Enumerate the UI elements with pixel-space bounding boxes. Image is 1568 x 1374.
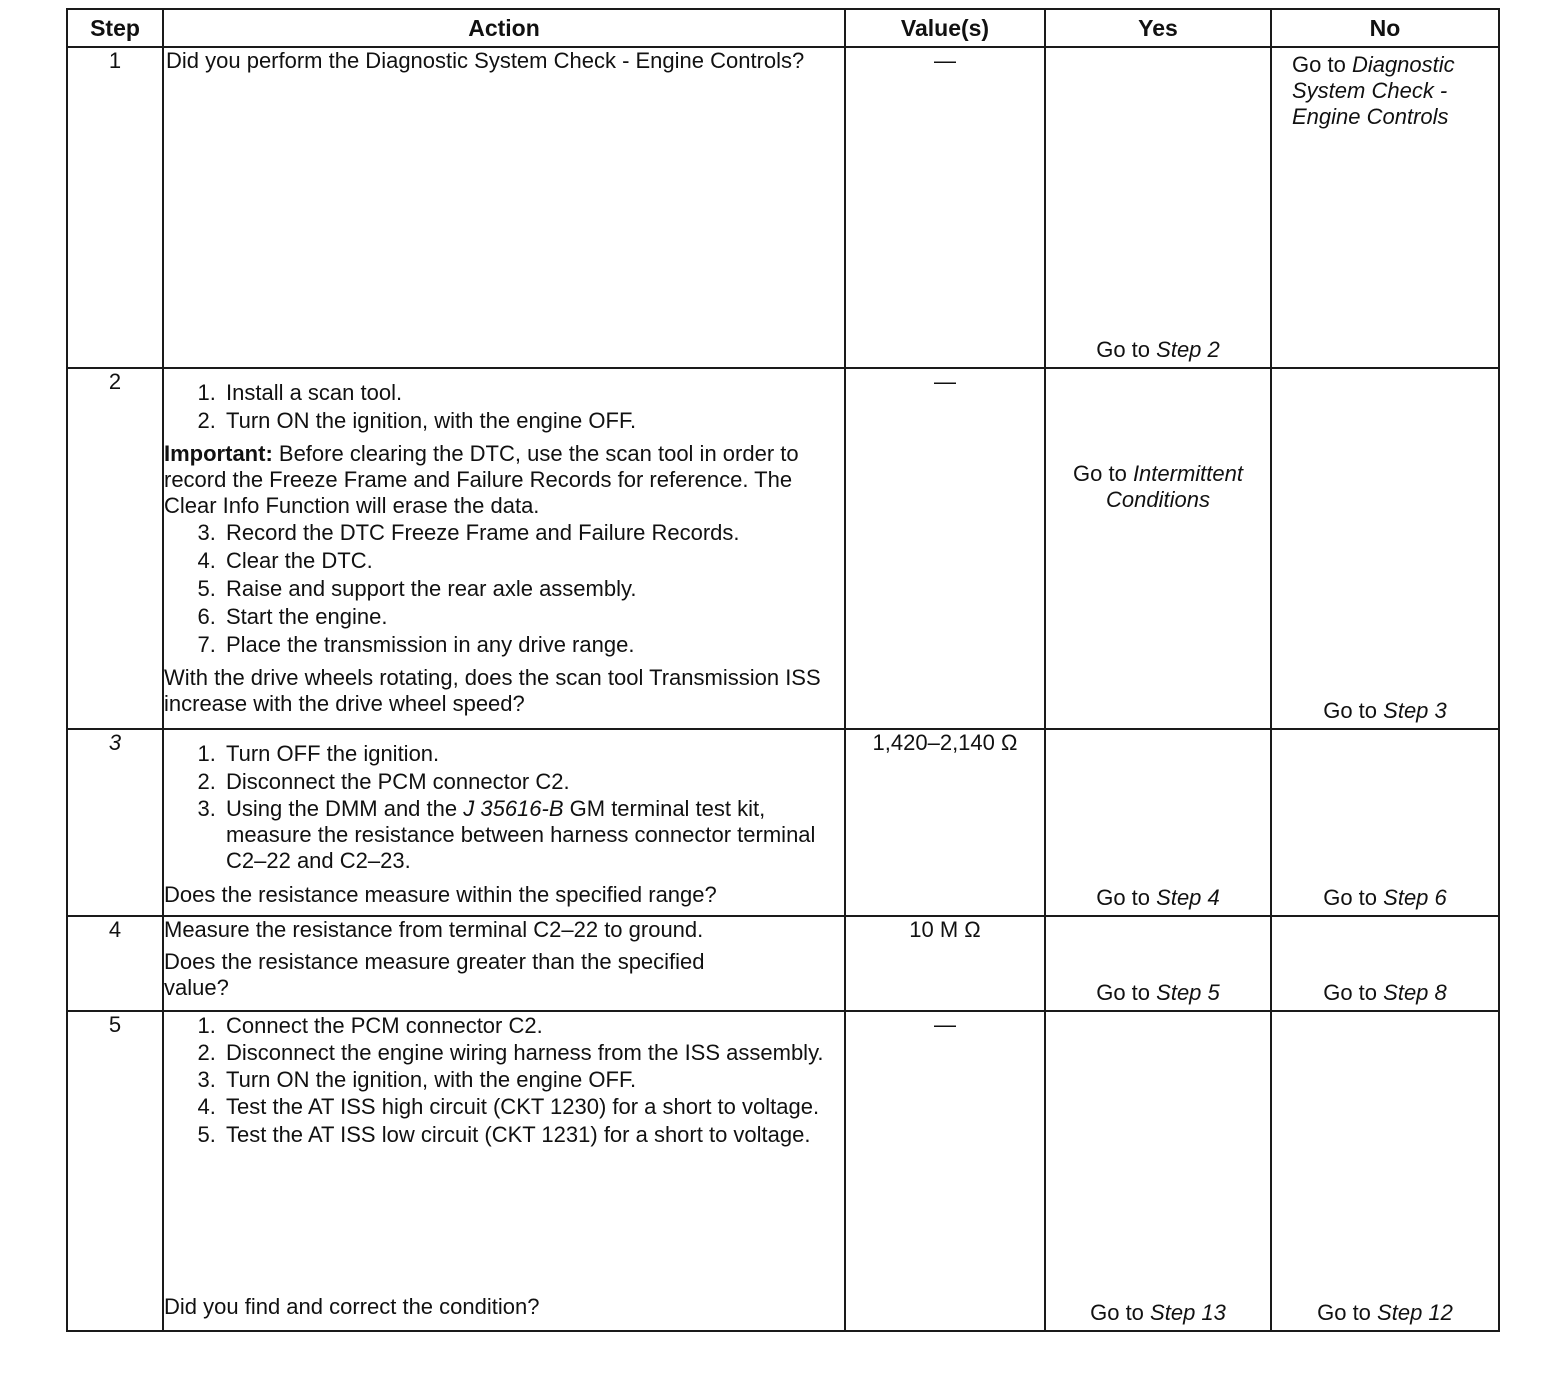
no-cell bbox=[1271, 1011, 1499, 1331]
yes-cell bbox=[1045, 729, 1271, 916]
action-cell bbox=[163, 729, 845, 916]
list-item: 3. Turn ON the ignition, with the engine OFF. bbox=[222, 1066, 844, 1094]
list-item: 2. Disconnect the engine wiring harness from the ISS assembly. bbox=[222, 1040, 844, 1066]
yes-goto[interactable] bbox=[1046, 337, 1270, 363]
no-goto[interactable] bbox=[1272, 1300, 1498, 1326]
goto-link[interactable]: Step 13 bbox=[1150, 1300, 1226, 1325]
important-label: Important: bbox=[164, 441, 273, 466]
goto-link[interactable]: Step 3 bbox=[1383, 698, 1447, 723]
important-text: Before clearing the DTC, use the scan tool in order to record the Freeze Frame and Failure Records for reference. The Clear Info Function will erase the data. bbox=[164, 441, 799, 518]
procedure-list bbox=[164, 740, 844, 874]
value-cell: 10 M Ω bbox=[845, 916, 1045, 1011]
important-note bbox=[164, 441, 844, 519]
goto-prefix: Go to bbox=[1096, 337, 1151, 362]
goto-prefix: Go to bbox=[1292, 52, 1346, 77]
yes-cell bbox=[1045, 47, 1271, 368]
no-goto[interactable] bbox=[1272, 48, 1498, 130]
goto-link[interactable]: Diagnostic bbox=[1351, 52, 1455, 77]
list-item: 6. Start the engine. bbox=[222, 603, 844, 631]
list-item-text: GM terminal test kit, measure the resistance between harness connector terminal C2–22 and C2–23. bbox=[226, 796, 816, 873]
action-text: Did you perform the Diagnostic System Check - Engine Controls? bbox=[166, 48, 805, 73]
question-text: Does the resistance measure within the specified range? bbox=[164, 882, 717, 907]
procedure-list bbox=[164, 519, 844, 659]
no-cell bbox=[1271, 47, 1499, 368]
goto-prefix: Go to bbox=[1317, 1300, 1371, 1325]
header-row bbox=[67, 9, 1499, 47]
step-row-2 bbox=[67, 368, 1499, 729]
tool-name: J 35616-B bbox=[463, 796, 564, 821]
list-item: 5. Raise and support the rear axle assembly. bbox=[222, 575, 844, 603]
goto-prefix: Go to bbox=[1323, 980, 1378, 1005]
question-text: Does the resistance measure greater than the specified value? bbox=[164, 949, 705, 1000]
step-number: 1 bbox=[67, 47, 163, 368]
goto-prefix: Go to bbox=[1090, 1300, 1144, 1325]
list-item: 7. Place the transmission in any drive range. bbox=[222, 631, 844, 659]
step-row-4 bbox=[67, 916, 1499, 1011]
step-row-3 bbox=[67, 729, 1499, 916]
list-item: 5. Test the AT ISS low circuit (CKT 1231) for a short to voltage. bbox=[222, 1122, 844, 1148]
action-cell bbox=[163, 368, 845, 729]
header-values: Value(s) bbox=[845, 9, 1045, 47]
header-no: No bbox=[1271, 9, 1499, 47]
goto-link[interactable]: Intermittent bbox=[1132, 461, 1243, 486]
no-cell bbox=[1271, 729, 1499, 916]
goto-link[interactable]: Step 8 bbox=[1383, 980, 1447, 1005]
action-cell bbox=[163, 1011, 845, 1331]
yes-goto[interactable] bbox=[1046, 1300, 1270, 1326]
diagnostic-table bbox=[66, 8, 1500, 1332]
goto-link[interactable]: System Check - bbox=[1292, 78, 1448, 103]
header-yes: Yes bbox=[1045, 9, 1271, 47]
step-number: 5 bbox=[67, 1011, 163, 1331]
list-item: 1. Turn OFF the ignition. bbox=[222, 740, 844, 768]
goto-link[interactable]: Step 12 bbox=[1377, 1300, 1453, 1325]
no-cell bbox=[1271, 368, 1499, 729]
no-goto[interactable] bbox=[1272, 698, 1498, 724]
procedure-list bbox=[164, 1012, 844, 1148]
no-goto[interactable] bbox=[1272, 885, 1498, 911]
list-item bbox=[222, 796, 844, 874]
goto-link[interactable]: Step 6 bbox=[1383, 885, 1447, 910]
step-number: 3 bbox=[67, 729, 163, 916]
list-item: 2. Turn ON the ignition, with the engine OFF. bbox=[222, 407, 844, 435]
question-text: With the drive wheels rotating, does the scan tool Transmission ISS increase with the drive wheel speed? bbox=[164, 665, 821, 716]
list-item: 1. Install a scan tool. bbox=[222, 379, 844, 407]
step-row-1 bbox=[67, 47, 1499, 368]
goto-link[interactable]: Step 5 bbox=[1156, 980, 1220, 1005]
header-step: Step bbox=[67, 9, 163, 47]
yes-cell bbox=[1045, 1011, 1271, 1331]
step-row-5 bbox=[67, 1011, 1499, 1331]
list-item: 4. Clear the DTC. bbox=[222, 547, 844, 575]
goto-prefix: Go to bbox=[1073, 461, 1127, 486]
goto-link[interactable]: Step 4 bbox=[1156, 885, 1220, 910]
goto-prefix: Go to bbox=[1323, 698, 1378, 723]
goto-prefix: Go to bbox=[1323, 885, 1378, 910]
step-number: 2 bbox=[67, 368, 163, 729]
value-cell: — bbox=[845, 47, 1045, 368]
yes-goto[interactable] bbox=[1046, 885, 1270, 911]
action-cell bbox=[163, 916, 845, 1011]
list-item: 3. Record the DTC Freeze Frame and Failure Records. bbox=[222, 519, 844, 547]
question-text: Did you find and correct the condition? bbox=[164, 1294, 540, 1319]
goto-link[interactable]: Engine Controls bbox=[1292, 104, 1449, 129]
no-cell bbox=[1271, 916, 1499, 1011]
yes-goto[interactable] bbox=[1046, 980, 1270, 1006]
goto-prefix: Go to bbox=[1096, 980, 1151, 1005]
action-cell bbox=[163, 47, 845, 368]
procedure-list bbox=[164, 379, 844, 435]
value-cell: — bbox=[845, 368, 1045, 729]
list-item: 4. Test the AT ISS high circuit (CKT 1230) for a short to voltage. bbox=[222, 1094, 844, 1120]
no-goto[interactable] bbox=[1272, 980, 1498, 1006]
list-item: 1. Connect the PCM connector C2. bbox=[222, 1012, 844, 1040]
yes-cell bbox=[1045, 916, 1271, 1011]
goto-link[interactable]: Conditions bbox=[1106, 487, 1210, 512]
list-item-text: Using the DMM and the bbox=[226, 796, 464, 821]
header-action: Action bbox=[163, 9, 845, 47]
list-item: 2. Disconnect the PCM connector C2. bbox=[222, 768, 844, 796]
goto-prefix: Go to bbox=[1096, 885, 1151, 910]
goto-link[interactable]: Step 2 bbox=[1156, 337, 1220, 362]
value-cell: — bbox=[845, 1011, 1045, 1331]
step-number: 4 bbox=[67, 916, 163, 1011]
yes-cell bbox=[1045, 368, 1271, 729]
value-cell: 1,420–2,140 Ω bbox=[845, 729, 1045, 916]
action-text: Measure the resistance from terminal C2–22 to ground. bbox=[164, 917, 704, 942]
yes-goto[interactable] bbox=[1046, 461, 1270, 513]
